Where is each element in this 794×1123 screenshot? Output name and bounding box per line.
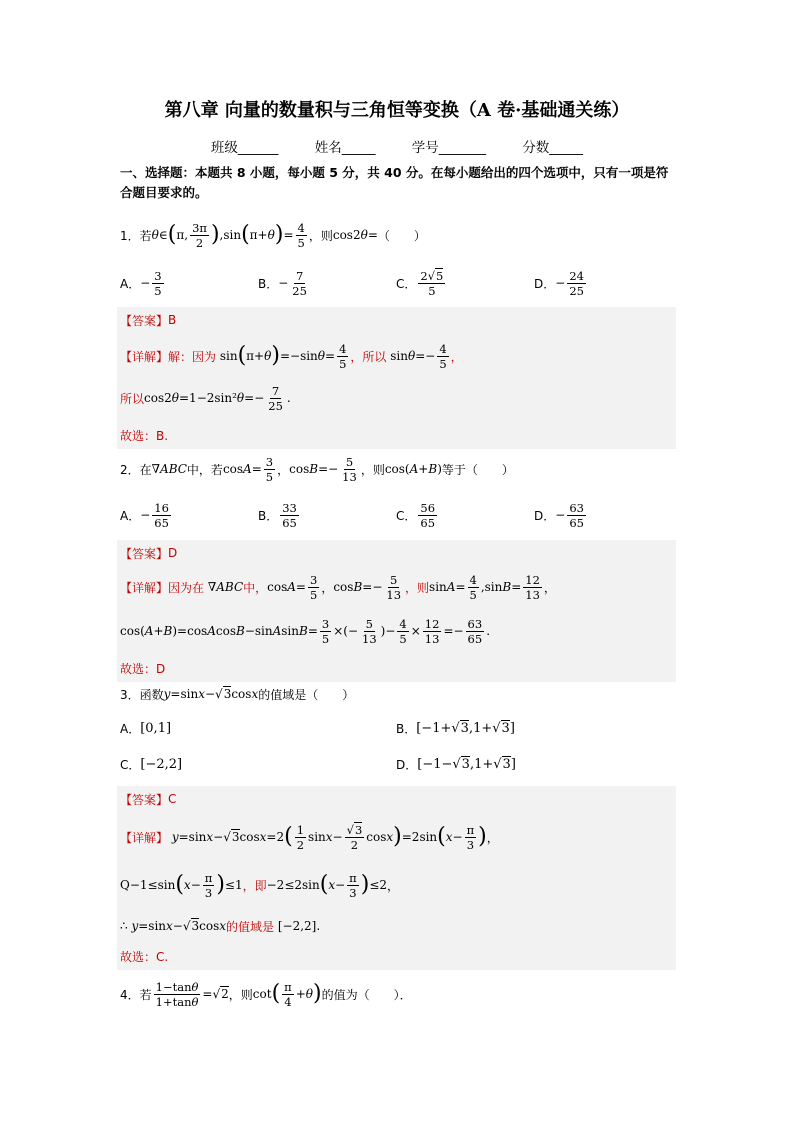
- question-2: 2．在 ∇ ABC 中，若 cos A = $\frac{3}{5}$ ， cos B =− $\frac{5}{13}$ ，则 cos( A + B ) 等于（ ）: [120, 454, 514, 484]
- q2-detail-line-2: cos( A + B )=cos A cos B −sin A sin B = $\frac{3}{5}$ ×(− $\frac{5}{13}$ )− $\frac{4}{5}$ × $\frac{12}{13}$ =− $\frac{63}{65}$ .: [120, 616, 491, 646]
- q3-answer: 【答案】 C: [120, 792, 177, 807]
- q3-option-a[interactable]: A． [0,1]: [120, 720, 172, 736]
- q3-answer-box: [117, 786, 676, 970]
- q1-detail-line-2: 所以 cos2 θ =1−2sin² θ =− $\frac{7}{25}$ .: [120, 383, 291, 413]
- question-3: 3．函数 y =sin x −√3cos x 的值域是（ ）: [120, 687, 355, 702]
- q2-choose: 故选：D: [120, 661, 166, 676]
- q1-answer-box: [117, 307, 676, 449]
- section-heading: 一、选择题：本题共 8 小题，每小题 5 分，共 40 分。在每小题给出的四个选项中，只有一项是符合题目要求的。: [120, 165, 669, 200]
- q3-detail-line-2: Q−1≤sin ( x − $\frac{\pi}{3}$ ) ≤1 ，即 −2≤2sin ( x − $\frac{\pi}{3}$ ) ≤2 ，: [120, 870, 400, 900]
- q1-option-c[interactable]: C． $\frac{2√5}{5}$: [396, 268, 444, 298]
- student-id-field: 学号_______: [411, 140, 487, 156]
- q2-option-a[interactable]: A． − $\frac{16}{65}$: [120, 500, 169, 530]
- q1-option-b[interactable]: B． − $\frac{7}{25}$: [258, 268, 307, 298]
- q3-option-d[interactable]: D． [−1−√3,1+√3]: [396, 756, 516, 772]
- score-field: 分数_____: [522, 140, 584, 156]
- q2-answer: 【答案】 D: [120, 546, 178, 561]
- class-field: 班级______: [210, 140, 279, 156]
- q2-answer-box: [117, 540, 676, 682]
- q3-detail-line-3: ∴ y =sin x −√3cos x 的值域是 [−2,2] .: [120, 919, 321, 934]
- q1-option-a[interactable]: A． − $\frac{3}{5}$: [120, 268, 162, 298]
- q3-detail-line-1: 【详解】 y =sin x −√3cos x =2 ( $\frac{1}{2}$ sin x − $\frac{√3}{2}$ cos x ) =2sin ( x − $\frac{\pi}{3}$ ) ，: [120, 822, 499, 852]
- q2-option-b[interactable]: B． $\frac{33}{65}$: [258, 500, 297, 530]
- q2-option-c[interactable]: C． $\frac{56}{65}$: [396, 500, 436, 530]
- q3-option-b[interactable]: B． [−1+√3,1+√3]: [396, 720, 515, 736]
- q1-choose: 故选：B.: [120, 428, 169, 443]
- student-info-line: [0, 136, 794, 156]
- page-title: 第八章 向量的数量积与三角恒等变换（A 卷·基础通关练）: [164, 100, 630, 121]
- q2-option-d[interactable]: D． − $\frac{63}{65}$: [534, 500, 584, 530]
- question-1: 1．若 θ ∈ ( π, $\frac{3\pi}{2}$ ) ,sin ( π+ θ ) = $\frac{4}{5}$ ，则 cos2 θ = （ ）: [120, 220, 426, 250]
- q1-answer: 【答案】 B: [120, 313, 177, 328]
- question-4: 4．若 $\frac{1-\tan\theta}{1+\tan\theta}$ =√2 ，则 cot ( $\frac{\pi}{4}$ + θ ) 的值为（ ）．: [120, 979, 412, 1009]
- q2-detail-line-1: 【详解】 因为在 ∇ ABC 中， cos A = $\frac{3}{5}$ ， cos B =− $\frac{5}{13}$ ，则 sin A = $\frac{4}{5}$ ,sin B = $\frac{12}{13}$ ，: [120, 572, 556, 602]
- q3-option-c[interactable]: C． [−2,2]: [120, 756, 183, 772]
- q1-option-d[interactable]: D． − $\frac{24}{25}$: [534, 268, 584, 298]
- q3-choose: 故选：C.: [120, 949, 169, 964]
- name-field: 姓名_____: [314, 140, 376, 156]
- q1-detail-line-1: 【详解】 解：因为 sin ( π+ θ ) =−sin θ = $\frac{4}{5}$ ，所以 sin θ =− $\frac{4}{5}$ ，: [120, 341, 463, 371]
